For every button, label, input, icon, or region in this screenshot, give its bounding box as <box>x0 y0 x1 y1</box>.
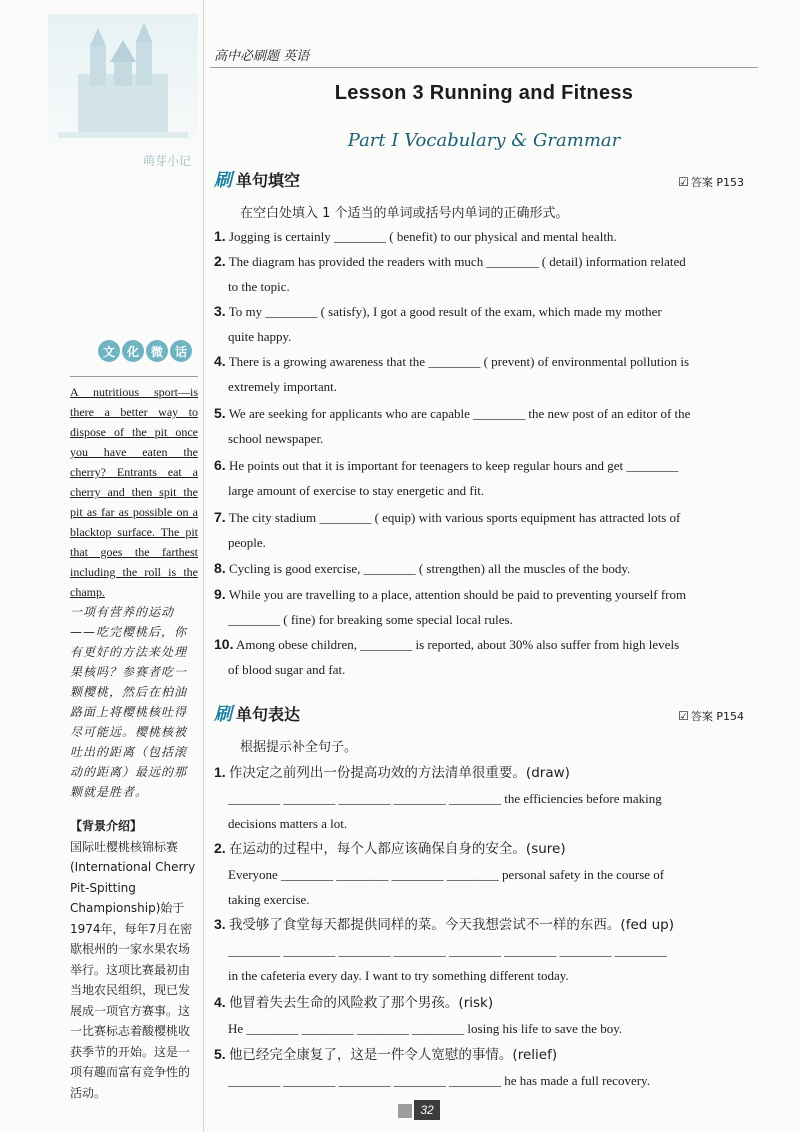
question-number: 5. <box>214 1046 226 1062</box>
section2-instruction: 根据提示补全句子。 <box>240 740 358 755</box>
question-text: Among obese children, ________ is reported, about 30% also suffer from high levels <box>236 637 680 652</box>
question-prompt: 我受够了食堂每天都提供同样的菜。今天我想尝试不一样的东西。(fed up) <box>228 917 675 933</box>
answer-line: taking exercise. <box>228 892 310 907</box>
question-continuation: of blood sugar and fat. <box>228 662 346 677</box>
checkbox-icon: ☑ <box>678 175 689 189</box>
section1-header <box>214 166 300 192</box>
section1-answer-ref <box>678 174 744 190</box>
question-prompt: 在运动的过程中，每个人都应该确保自身的安全。(sure) <box>228 841 566 857</box>
question-number: 2. <box>214 253 226 269</box>
lesson-title: Lesson 3 Running and Fitness <box>334 82 634 104</box>
section-mark-icon: 刷 <box>214 170 232 191</box>
question-text: The city stadium ________ ( equip) with various sports equipment has attracted lots of <box>228 510 681 525</box>
question-number: 8. <box>214 560 226 576</box>
question-number: 6. <box>214 457 226 473</box>
expression-item <box>214 836 750 912</box>
question-text: Jogging is certainly ________ ( benefit) to our physical and mental health. <box>228 229 617 244</box>
question-item <box>214 632 750 682</box>
sidebar-illustration <box>48 14 198 168</box>
question-item <box>214 224 750 249</box>
question-continuation: school newspaper. <box>228 431 324 446</box>
question-text: The diagram has provided the readers with much ________ ( detail) information related <box>228 254 686 269</box>
question-item <box>214 349 750 399</box>
castle-illustration <box>48 14 198 164</box>
question-number: 4. <box>214 353 226 369</box>
expression-item <box>214 990 750 1041</box>
culture-badge-char: 话 <box>170 340 192 362</box>
question-number: 1. <box>214 228 226 244</box>
question-number: 3. <box>214 916 226 932</box>
question-item <box>214 249 750 299</box>
question-text: While you are travelling to a place, attention should be paid to preventing yourself from <box>228 587 687 602</box>
answer-line: in the cafeteria every day. I want to try something different today. <box>228 968 569 983</box>
culture-badge-char: 文 <box>98 340 120 362</box>
section2-header <box>214 700 300 726</box>
question-number: 1. <box>214 764 226 780</box>
sidebar-divider <box>70 376 198 377</box>
answer-line: ________ ________ ________ ________ ________ ________ ________ ________ <box>228 943 667 958</box>
question-item <box>214 453 750 503</box>
series-title: 高中必刷题 英语 <box>214 49 310 64</box>
question-prompt: 作决定之前列出一份提高功效的方法清单很重要。(draw) <box>228 765 570 781</box>
question-text: Cycling is good exercise, ________ ( strengthen) all the muscles of the body. <box>228 561 631 576</box>
answer-line: Everyone ________ ________ ________ ________ personal safety in the course of <box>228 867 665 882</box>
answer-ref-text: 答案 P154 <box>690 710 744 723</box>
answer-line: decisions matters a lot. <box>228 816 348 831</box>
illustration-label: 萌芽小记 <box>143 154 192 168</box>
expression-item <box>214 912 750 988</box>
question-continuation: people. <box>228 535 266 550</box>
question-number: 4. <box>214 994 226 1010</box>
question-item <box>214 401 750 451</box>
background-text: 国际吐樱桃核锦标赛(International Cherry Pit-Spitting Championship)始于1974年，每年7月在密歇根州的一家水果农场举行。这项比赛最初由当地农民组织，现已发展成一项官方赛事。这一比赛标志着酸樱桃收获季节的开始。这是一项有趣而富有竞争性的活动。 <box>70 839 196 1100</box>
question-continuation: to the topic. <box>228 279 290 294</box>
question-item <box>214 505 750 555</box>
section2-title: 单句表达 <box>236 704 301 724</box>
question-number: 2. <box>214 840 226 856</box>
checkbox-icon: ☑ <box>678 709 689 723</box>
column-divider <box>203 0 204 1132</box>
answer-line: He ________ ________ ________ ________ losing his life to save the boy. <box>228 1021 623 1036</box>
part-title: Part I Vocabulary & Grammar <box>347 130 621 151</box>
question-text: To my ________ ( satisfy), I got a good result of the exam, which made my mother <box>228 304 662 319</box>
question-prompt: 他冒着失去生命的风险救了那个男孩。(risk) <box>228 995 494 1011</box>
page-number: 32 <box>414 1100 440 1120</box>
question-number: 5. <box>214 405 226 421</box>
answer-ref-text: 答案 P153 <box>690 176 744 189</box>
answer-line: ________ ________ ________ ________ ________ he has made a full recovery. <box>228 1073 650 1088</box>
question-item <box>214 299 750 349</box>
question-prompt: 他已经完全康复了，这是一件令人宽慰的事情。(relief) <box>228 1047 558 1063</box>
question-continuation: ________ ( fine) for breaking some special local rules. <box>228 612 513 627</box>
question-text: He points out that it is important for teenagers to keep regular hours and get ________ <box>228 458 679 473</box>
section1-title: 单句填空 <box>236 170 301 190</box>
question-item <box>214 556 750 581</box>
section-mark-icon: 刷 <box>214 704 232 725</box>
question-text: There is a growing awareness that the ________ ( prevent) of environmental pollution is <box>228 354 689 369</box>
culture-badge-char: 化 <box>122 340 144 362</box>
sidebar-background <box>70 816 198 1103</box>
section1-instruction: 在空白处填入 1 个适当的单词或括号内单词的正确形式。 <box>240 206 569 221</box>
question-continuation: extremely important. <box>228 379 338 394</box>
question-continuation: quite happy. <box>228 329 292 344</box>
background-title: 【背景介绍】 <box>70 819 143 833</box>
header-rule <box>210 67 758 68</box>
answer-line: ________ ________ ________ ________ ________ the efficiencies before making <box>228 791 662 806</box>
expression-item <box>214 1042 750 1093</box>
question-text: We are seeking for applicants who are capable ________ the new post of an editor of the <box>228 406 691 421</box>
story-english: A nutritious sport—is there a better way to dispose of the pit once you have eaten the cherry? Entrants eat a cherry and then spit the pit as far as possible on a blacktop surface. The pit that goes the farthest including the roll is the champ. <box>70 385 198 599</box>
question-continuation: large amount of exercise to stay energetic and fit. <box>228 483 485 498</box>
expression-item <box>214 760 750 836</box>
sidebar-story <box>70 382 198 802</box>
page-number-decoration <box>398 1104 412 1118</box>
story-chinese: 一项有营养的运动——吃完樱桃后，你有更好的方法来处理果核吗？参赛者吃一颗樱桃，然后在柏油路面上将樱桃核吐得尽可能远。樱桃核被吐出的距离（包括滚动的距离）最远的那颗就是胜者。 <box>70 605 188 799</box>
section2-answer-ref <box>678 708 744 724</box>
question-number: 10. <box>214 636 234 652</box>
question-number: 9. <box>214 586 226 602</box>
culture-badge-char: 微 <box>146 340 168 362</box>
question-number: 3. <box>214 303 226 319</box>
question-number: 7. <box>214 509 226 525</box>
question-item <box>214 582 750 632</box>
culture-badge <box>98 340 198 368</box>
